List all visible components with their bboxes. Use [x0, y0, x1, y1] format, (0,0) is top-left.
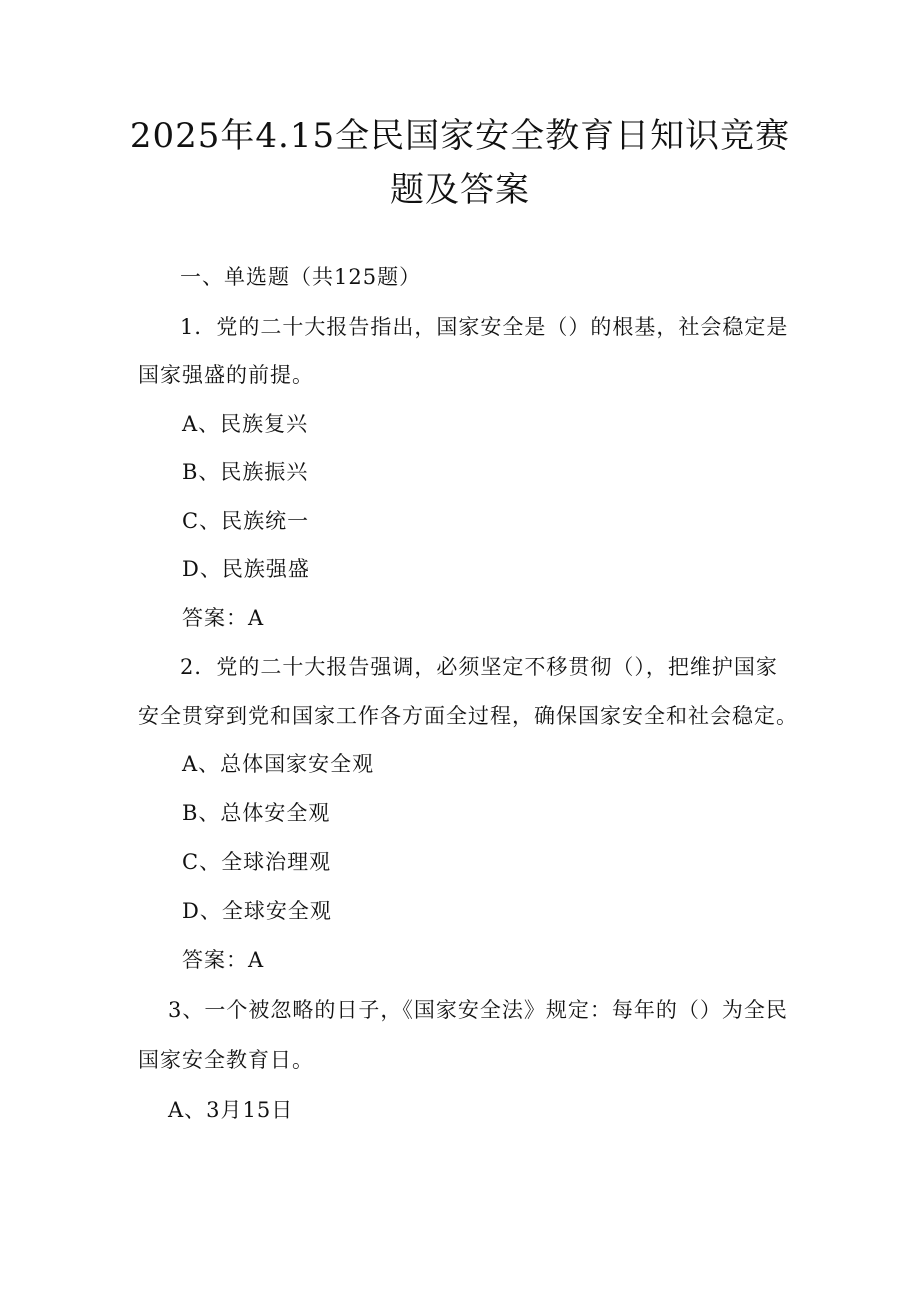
question-2-option-c: C、全球治理观 [182, 850, 332, 874]
question-2-option-a: A、总体国家安全观 [182, 752, 375, 776]
section-heading: 一、单选题（共125题） [180, 265, 422, 289]
question-3-option-a: A、3月15日 [168, 1098, 294, 1122]
question-1-stem-line1: 1．党的二十大报告指出，国家安全是（）的根基，社会稳定是 [180, 315, 789, 339]
question-1-option-a: A、民族复兴 [182, 412, 309, 436]
question-2-option-d: D、全球安全观 [182, 899, 332, 923]
question-2-stem-line2: 安全贯穿到党和国家工作各方面全过程，确保国家安全和社会稳定。 [138, 704, 798, 728]
question-2-answer: 答案：A [182, 948, 265, 972]
question-3-stem-line1: 3、一个被忽略的日子，《国家安全法》规定：每年的（）为全民 [168, 998, 788, 1022]
document-title-line1: 2025年4.15全民国家安全教育日知识竞赛 [129, 116, 791, 156]
question-1-option-b: B、民族振兴 [182, 460, 309, 484]
document-title-line2: 题及答案 [390, 170, 530, 210]
question-1-stem-line2: 国家强盛的前提。 [138, 363, 314, 387]
question-1-option-d: D、民族强盛 [182, 557, 310, 581]
question-1-option-c: C、民族统一 [182, 509, 310, 533]
question-1-answer: 答案：A [182, 606, 265, 630]
question-2-option-b: B、总体安全观 [182, 801, 331, 825]
question-2-stem-line1: 2．党的二十大报告强调，必须坚定不移贯彻（），把维护国家 [180, 655, 778, 679]
question-3-stem-line2: 国家安全教育日。 [138, 1048, 314, 1072]
